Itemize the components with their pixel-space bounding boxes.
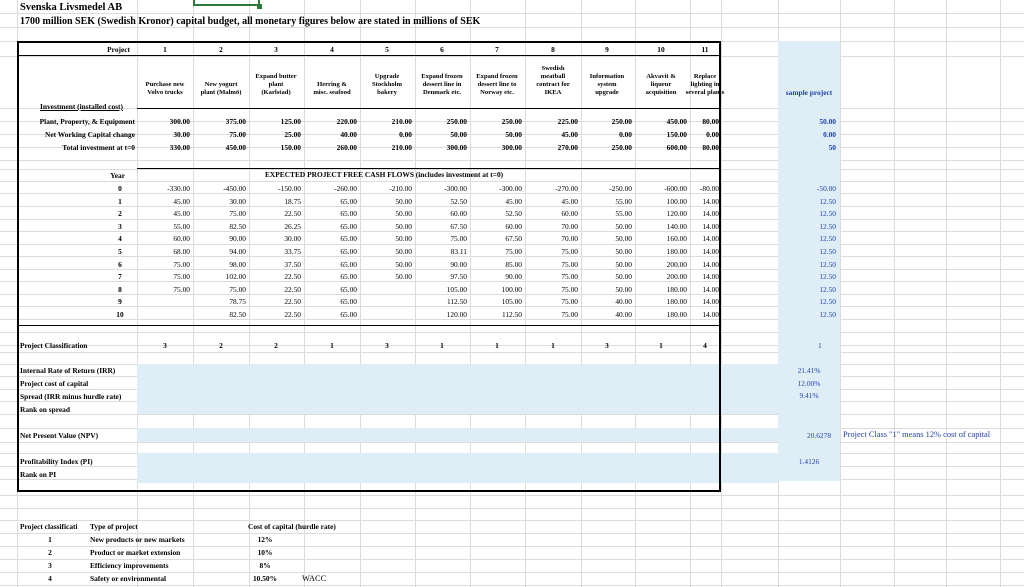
cashflow-cell[interactable]: -250.00 — [609, 184, 632, 193]
cashflow-cell[interactable]: 22.50 — [284, 297, 301, 307]
project-name-5-line-2: Stockholm — [371, 81, 403, 88]
project-number-1: 1 — [163, 45, 167, 54]
investment-value[interactable]: 0.00 — [706, 130, 719, 139]
investment-value[interactable]: 210.00 — [391, 117, 412, 126]
investment-value[interactable]: 300.00 — [501, 143, 522, 152]
cashflow-cell[interactable]: 50.00 — [395, 272, 412, 282]
spread-label: Spread (IRR minus hurdle rate) — [20, 392, 122, 401]
cashflow-cell[interactable]: 105.00 — [501, 297, 522, 307]
cashflow-cell[interactable]: 50.00 — [615, 259, 632, 269]
project-name-11-line-1: Replace — [693, 73, 717, 80]
investment-value[interactable]: 150.00 — [666, 130, 687, 139]
cashflow-sample-cell[interactable]: 12.50 — [819, 234, 836, 244]
cashflow-cell[interactable]: 102.00 — [225, 272, 246, 282]
investment-section-label: Investment (installed cost) — [40, 102, 123, 111]
legend-rate[interactable]: 10% — [257, 548, 273, 557]
project-label: Project — [107, 45, 130, 54]
cashflow-heading: EXPECTED PROJECT FREE CASH FLOWS (includes investment at t=0) — [265, 170, 504, 179]
cashflow-cell[interactable]: 83.11 — [450, 247, 467, 256]
legend-class: 3 — [48, 561, 52, 570]
npv-sample[interactable]: 20.6278 — [807, 431, 832, 440]
project-name-1-line-2: Volvo trucks — [147, 89, 183, 96]
cashflow-cell[interactable]: 52.50 — [450, 196, 467, 206]
cashflow-cell[interactable]: 70.00 — [561, 234, 578, 244]
investment-value[interactable]: 0.00 — [619, 130, 632, 139]
cashflow-cell[interactable]: 112.50 — [446, 297, 467, 307]
cashflow-cell[interactable]: 120.00 — [446, 310, 467, 319]
legend-type: New products or new markets — [90, 535, 185, 544]
cashflow-cell[interactable]: 55.00 — [615, 209, 632, 219]
fill-handle[interactable] — [257, 4, 262, 9]
cashflow-cell[interactable]: 65.00 — [340, 196, 357, 206]
investment-value[interactable]: 250.00 — [446, 117, 467, 126]
investment-value[interactable]: 220.00 — [336, 117, 357, 126]
investment-value[interactable]: 300.00 — [169, 117, 190, 126]
cashflow-cell[interactable]: 40.00 — [615, 310, 632, 319]
grid-row-line — [0, 13, 1024, 14]
classification-value[interactable]: 1 — [440, 341, 444, 350]
cashflow-cell[interactable]: 45.00 — [505, 196, 522, 206]
cashflow-cell[interactable]: 105.00 — [446, 284, 467, 294]
cashflow-cell[interactable]: 30.00 — [284, 234, 301, 244]
header-divider — [17, 55, 721, 56]
project-name-9-line-1: Information — [589, 73, 625, 80]
project-name-7-line-2: dessert line to — [477, 81, 517, 88]
investment-sample-value[interactable]: 50.00 — [819, 117, 836, 126]
cashflow-cell[interactable]: 22.50 — [284, 272, 301, 282]
investment-value[interactable]: 450.00 — [666, 117, 687, 126]
cashflow-cell[interactable]: 67.50 — [450, 221, 467, 231]
project-name-9-line-2: system — [597, 81, 617, 88]
pi-sample[interactable]: 1.4126 — [798, 457, 820, 466]
grid-row-line — [0, 585, 1024, 586]
project-name-7-line-1: Expand frozen — [476, 73, 518, 80]
investment-value[interactable]: 45.00 — [561, 130, 578, 139]
year-cell: 5 — [118, 247, 122, 256]
classification-value[interactable]: 1 — [551, 341, 555, 350]
cashflow-cell[interactable]: 200.00 — [666, 259, 687, 269]
legend-type: Safety or environmental — [90, 574, 167, 583]
cashflow-cell[interactable]: 140.00 — [666, 221, 687, 231]
project-name-8-line-1: Swedish — [541, 65, 565, 72]
cashflow-cell[interactable]: 14.00 — [702, 209, 719, 219]
project-number-3: 3 — [274, 45, 278, 54]
year-cell: 3 — [118, 221, 122, 231]
cashflow-cell[interactable]: 14.00 — [702, 259, 719, 269]
project-number-10: 10 — [657, 45, 665, 54]
project-name-2-line-2: plant (Malmö) — [200, 89, 242, 96]
cashflow-cell[interactable]: -300.00 — [499, 184, 522, 193]
legend-class: 1 — [48, 535, 52, 544]
legend-rate[interactable]: 8% — [259, 561, 271, 570]
cashflow-cell[interactable]: 180.00 — [666, 310, 687, 319]
classification-value[interactable]: 3 — [605, 341, 609, 350]
cashflow-cell[interactable]: 75.00 — [173, 284, 190, 294]
cashflow-cell[interactable]: 65.00 — [340, 247, 357, 256]
cashflow-cell[interactable]: -260.00 — [334, 184, 357, 193]
year-cell: 10 — [116, 310, 124, 319]
year-cell: 2 — [118, 209, 122, 219]
cashflow-cell[interactable]: 50.00 — [395, 259, 412, 269]
investment-value[interactable]: 25.00 — [284, 130, 301, 139]
project-name-11-line-3: several plants — [685, 89, 725, 96]
cashflow-cell[interactable]: -600.00 — [664, 184, 687, 193]
cashflow-cell[interactable]: 180.00 — [666, 297, 687, 307]
investment-value[interactable]: 330.00 — [169, 143, 190, 152]
cashflow-cell[interactable]: -330.00 — [167, 184, 190, 193]
cashflow-cell[interactable]: 22.50 — [284, 209, 301, 219]
cashflow-cell[interactable]: 50.00 — [615, 284, 632, 294]
year-cell: 8 — [118, 284, 122, 294]
investment-value[interactable]: 225.00 — [557, 117, 578, 126]
cashflow-cell[interactable]: -210.00 — [389, 184, 412, 193]
grid-row-line — [0, 559, 1024, 560]
cashflow-cell[interactable]: 14.00 — [702, 234, 719, 244]
project-number-6: 6 — [440, 45, 444, 54]
cashflow-sample-cell[interactable]: 12.50 — [819, 221, 836, 231]
cashflow-cell[interactable]: 65.00 — [340, 259, 357, 269]
investment-value[interactable]: 40.00 — [340, 130, 357, 139]
cashflow-sample-cell[interactable]: 12.50 — [819, 196, 836, 206]
cashflow-cell[interactable]: 14.00 — [702, 247, 719, 256]
cashflow-cell[interactable]: 90.00 — [450, 259, 467, 269]
cashflow-cell[interactable]: 75.00 — [561, 297, 578, 307]
project-name-5-line-1: Upgrade — [374, 73, 400, 80]
cashflow-cell[interactable]: 112.50 — [501, 310, 522, 319]
cashflow-cell[interactable]: 98.00 — [229, 259, 246, 269]
cashflow-cell[interactable]: 33.75 — [284, 247, 301, 256]
pi-label: Profitability Index (PI) — [20, 457, 93, 466]
investment-sample-value[interactable]: 50 — [828, 143, 836, 152]
cashflow-cell[interactable]: 120.00 — [666, 209, 687, 219]
cashflow-sample-cell[interactable]: 12.50 — [819, 209, 836, 219]
cashflow-cell[interactable]: 78.75 — [229, 297, 246, 307]
project-name-10-line-1: Akvavit & — [646, 73, 676, 80]
cashflow-cell[interactable]: 180.00 — [666, 247, 687, 256]
investment-value[interactable]: 50.00 — [505, 130, 522, 139]
cashflow-cell[interactable]: 45.00 — [173, 196, 190, 206]
cashflow-bottom-border — [17, 325, 721, 326]
investment-value[interactable]: 0.00 — [399, 130, 412, 139]
cashflow-cell[interactable]: 75.00 — [229, 209, 246, 219]
investment-value[interactable]: 75.00 — [229, 130, 246, 139]
selected-cell[interactable] — [193, 0, 260, 6]
grid-col-line — [840, 0, 841, 587]
cashflow-cell[interactable]: 18.75 — [284, 196, 301, 206]
investment-value[interactable]: 250.00 — [611, 117, 632, 126]
cashflow-cell[interactable]: 55.00 — [615, 196, 632, 206]
investment-value[interactable]: 80.00 — [702, 117, 719, 126]
classification-value[interactable]: 2 — [219, 341, 223, 350]
project-name-8-line-2: meatball — [540, 73, 566, 80]
cashflow-cell[interactable]: 65.00 — [340, 234, 357, 244]
legend-col3: Cost of capital (hurdle rate) — [248, 522, 336, 531]
classification-value[interactable]: 4 — [703, 341, 707, 350]
cashflow-cell[interactable]: 26.25 — [284, 221, 301, 231]
classification-value[interactable]: 3 — [385, 341, 389, 350]
project-name-4-line-1: Herring & — [317, 81, 347, 88]
cashflow-sample-cell[interactable]: -50.00 — [816, 184, 836, 193]
year-cell: 9 — [118, 297, 122, 307]
cashflow-cell[interactable]: 90.00 — [229, 234, 246, 244]
project-name-1-line-1: Purchase new — [145, 81, 185, 88]
grid-row-line — [0, 508, 1024, 509]
grid-col-line — [894, 0, 895, 587]
cashflow-cell[interactable]: 100.00 — [666, 196, 687, 206]
investment-row-label: Total investment at t=0 — [62, 143, 135, 152]
project-name-11-line-2: lighting in — [690, 81, 720, 88]
company-title: Svenska Livsmedel AB — [20, 2, 123, 13]
investment-value[interactable]: 125.00 — [280, 117, 301, 126]
cashflow-cell[interactable]: 82.50 — [229, 310, 246, 319]
cashflow-cell[interactable]: 55.00 — [173, 221, 190, 231]
year-cell: 1 — [118, 196, 122, 206]
grid-col-line — [946, 0, 947, 587]
cashflow-cell[interactable]: 60.00 — [450, 209, 467, 219]
cost-sample[interactable]: 12.00% — [797, 379, 821, 388]
project-name-8-line-4: IKEA — [544, 89, 562, 96]
year-cell: 0 — [118, 184, 122, 193]
cashflow-cell[interactable]: -150.00 — [278, 184, 301, 193]
investment-value[interactable]: 30.00 — [173, 130, 190, 139]
irr-label: Internal Rate of Return (IRR) — [20, 366, 116, 375]
cashflow-cell[interactable]: 75.00 — [505, 247, 522, 256]
grid-row-line — [0, 533, 1024, 534]
project-name-8-line-3: contract for — [536, 81, 570, 88]
investment-value[interactable]: 250.00 — [501, 117, 522, 126]
grid-row-line — [0, 572, 1024, 573]
investment-sample-value[interactable]: 0.00 — [823, 130, 836, 139]
cashflow-cell[interactable]: 90.00 — [505, 272, 522, 282]
project-name-3-line-2: plant — [268, 81, 284, 88]
cashflow-sample-cell[interactable]: 12.50 — [819, 284, 836, 294]
project-name-9-line-3: upgrade — [595, 89, 619, 96]
cashflow-cell[interactable]: 65.00 — [340, 209, 357, 219]
investment-value[interactable]: 250.00 — [611, 143, 632, 152]
cashflow-cell[interactable]: 75.00 — [173, 272, 190, 282]
cashflow-cell[interactable]: 50.00 — [395, 209, 412, 219]
project-number-2: 2 — [219, 45, 223, 54]
legend-type: Efficiency improvements — [90, 561, 169, 570]
classification-value[interactable]: 1 — [659, 341, 663, 350]
cashflow-cell[interactable]: 60.00 — [173, 234, 190, 244]
legend-col1: Project classificati — [20, 522, 78, 531]
cashflow-cell[interactable]: -450.00 — [223, 184, 246, 193]
cashflow-cell[interactable]: 37.50 — [284, 259, 301, 269]
cashflow-cell[interactable]: 75.00 — [561, 310, 578, 319]
cashflow-cell[interactable]: 60.00 — [561, 209, 578, 219]
project-name-5-line-3: bakery — [377, 89, 397, 96]
project-name-4-line-2: misc. seafood — [313, 89, 351, 96]
cashflow-cell[interactable]: 75.00 — [561, 247, 578, 256]
classification-label: Project Classification — [20, 341, 88, 350]
project-name-6-line-2: dessert line in — [422, 81, 462, 88]
classification-value[interactable]: 2 — [274, 341, 278, 350]
year-cell: 7 — [118, 272, 122, 282]
legend-extra: WACC — [302, 574, 327, 583]
investment-value[interactable]: 150.00 — [280, 143, 301, 152]
cashflow-cell[interactable]: 30.00 — [229, 196, 246, 206]
classification-value[interactable]: 1 — [495, 341, 499, 350]
cashflow-cell[interactable]: 40.00 — [615, 297, 632, 307]
cashflow-cell[interactable]: 68.00 — [173, 247, 190, 256]
cashflow-cell[interactable]: 52.50 — [505, 209, 522, 219]
sheet-subtitle: 1700 million SEK (Swedish Kronor) capital budget, all monetary figures below are stated in millions of SEK — [20, 16, 481, 27]
cashflow-cell[interactable]: 14.00 — [702, 284, 719, 294]
cashflow-cell[interactable]: 200.00 — [666, 272, 687, 282]
cashflow-cell[interactable]: 85.00 — [505, 259, 522, 269]
cashflow-cell[interactable]: 67.50 — [505, 234, 522, 244]
classification-value[interactable]: 3 — [163, 341, 167, 350]
cashflow-cell[interactable]: 22.50 — [284, 284, 301, 294]
project-number-4: 4 — [330, 45, 334, 54]
cashflow-cell[interactable]: 14.00 — [702, 310, 719, 319]
cashflow-sample-cell[interactable]: 12.50 — [819, 297, 836, 307]
npv-note: Project Class "1" means 12% cost of capital — [843, 430, 991, 439]
cashflow-cell[interactable]: 75.00 — [561, 259, 578, 269]
cashflow-cell[interactable]: 65.00 — [340, 310, 357, 319]
investment-value[interactable]: 375.00 — [225, 117, 246, 126]
cashflow-cell[interactable]: -270.00 — [555, 184, 578, 193]
legend-type: Product or market extension — [90, 548, 181, 557]
cashflow-cell[interactable]: 14.00 — [702, 272, 719, 282]
cashflow-cell[interactable]: -300.00 — [444, 184, 467, 193]
cashflow-cell[interactable]: 50.00 — [395, 221, 412, 231]
investment-row-label: Net Working Capital change — [45, 130, 135, 139]
spread-sample[interactable]: 9.41% — [799, 391, 819, 400]
npv-label: Net Present Value (NPV) — [20, 431, 99, 440]
rank-pi-label: Rank on PI — [20, 470, 57, 479]
cashflow-cell[interactable]: 160.00 — [666, 234, 687, 244]
project-name-7-line-3: Norway etc. — [480, 89, 514, 96]
investment-value[interactable]: 270.00 — [557, 143, 578, 152]
project-number-9: 9 — [605, 45, 609, 54]
cashflow-cell[interactable]: 75.00 — [229, 284, 246, 294]
cashflow-cell[interactable]: 50.00 — [395, 196, 412, 206]
cashflow-sample-cell[interactable]: 12.50 — [819, 259, 836, 269]
legend-class: 2 — [48, 548, 52, 557]
cashflow-cell[interactable]: 70.00 — [561, 221, 578, 231]
investment-value[interactable]: 260.00 — [336, 143, 357, 152]
cashflow-cell[interactable]: 100.00 — [501, 284, 522, 294]
grid-row-line — [0, 495, 1024, 496]
cashflow-cell[interactable]: 65.00 — [340, 272, 357, 282]
cashflow-cell[interactable]: 14.00 — [702, 196, 719, 206]
cashflow-cell[interactable]: 14.00 — [702, 297, 719, 307]
cashflow-cell[interactable]: 75.00 — [173, 259, 190, 269]
cashflow-cell[interactable]: 50.00 — [395, 247, 412, 256]
cashflow-cell[interactable]: 65.00 — [340, 221, 357, 231]
grid-col-line — [1000, 0, 1001, 587]
legend-class: 4 — [48, 574, 52, 583]
cashflow-cell[interactable]: 50.00 — [615, 234, 632, 244]
cashflow-cell[interactable]: -80.00 — [699, 184, 719, 193]
investment-value[interactable]: 300.00 — [446, 143, 467, 152]
project-name-10-line-2: liqueur — [650, 81, 672, 88]
project-name-6-line-1: Expand frozen — [421, 73, 463, 80]
cashflow-sample-cell[interactable]: 12.50 — [819, 247, 836, 256]
investment-top-border — [137, 108, 721, 109]
year-label: Year — [110, 171, 125, 180]
cashflow-sample-cell[interactable]: 12.50 — [819, 310, 836, 319]
project-name-2-line-1: New yogurt — [204, 81, 238, 88]
cashflow-cell[interactable]: 50.00 — [615, 247, 632, 256]
rank-spread-label: Rank on spread — [20, 405, 70, 414]
year-cell: 4 — [118, 234, 122, 244]
legend-col2: Type of project — [90, 522, 138, 531]
project-name-6-line-3: Denmark etc. — [422, 89, 462, 96]
grid-row-line — [0, 520, 1024, 521]
cashflow-cell[interactable]: 22.50 — [284, 310, 301, 319]
cashflow-cell[interactable]: 97.50 — [450, 272, 467, 282]
cashflow-cell[interactable]: 50.00 — [615, 221, 632, 231]
irr-sample[interactable]: 21.41% — [797, 366, 821, 375]
project-number-11: 11 — [701, 45, 709, 54]
classification-sample[interactable]: 1 — [818, 341, 822, 350]
cashflow-top-border — [137, 168, 721, 169]
project-name-3-line-1: Expand butter — [255, 73, 297, 80]
year-cell: 6 — [118, 259, 122, 269]
cashflow-sample-cell[interactable]: 12.50 — [819, 272, 836, 282]
cost-of-capital-label: Project cost of capital — [20, 379, 89, 388]
cashflow-cell[interactable]: 50.00 — [615, 272, 632, 282]
investment-value[interactable]: 210.00 — [391, 143, 412, 152]
cashflow-cell[interactable]: 14.00 — [702, 221, 719, 231]
cashflow-cell[interactable]: 45.00 — [561, 196, 578, 206]
project-name-3-line-3: (Karlstad) — [261, 89, 291, 96]
cashflow-cell[interactable]: 65.00 — [340, 284, 357, 294]
cashflow-cell[interactable]: 82.50 — [229, 221, 246, 231]
cashflow-cell[interactable]: 75.00 — [561, 284, 578, 294]
grid-row-line — [0, 546, 1024, 547]
investment-value[interactable]: 450.00 — [225, 143, 246, 152]
investment-value[interactable]: 50.00 — [450, 130, 467, 139]
investment-row-label: Plant, Property, & Equipment — [39, 117, 135, 126]
cashflow-cell[interactable]: 45.00 — [173, 209, 190, 219]
sample-project-label: sample project — [785, 88, 833, 97]
cashflow-cell[interactable]: 180.00 — [666, 284, 687, 294]
cashflow-cell[interactable]: 94.00 — [229, 247, 246, 256]
cashflow-cell[interactable]: 60.00 — [505, 221, 522, 231]
project-number-7: 7 — [495, 45, 499, 54]
cashflow-cell[interactable]: 75.00 — [450, 234, 467, 244]
cashflow-cell[interactable]: 75.00 — [561, 272, 578, 282]
investment-value[interactable]: 600.00 — [666, 143, 687, 152]
cashflow-cell[interactable]: 50.00 — [395, 234, 412, 244]
legend-rate[interactable]: 12% — [257, 535, 273, 544]
investment-value[interactable]: 80.00 — [702, 143, 719, 152]
cashflow-cell[interactable]: 65.00 — [340, 297, 357, 307]
project-number-5: 5 — [385, 45, 389, 54]
project-number-8: 8 — [551, 45, 555, 54]
classification-value[interactable]: 1 — [330, 341, 334, 350]
legend-rate[interactable]: 10.50% — [252, 574, 278, 583]
project-name-10-line-3: acquisition — [645, 89, 677, 96]
